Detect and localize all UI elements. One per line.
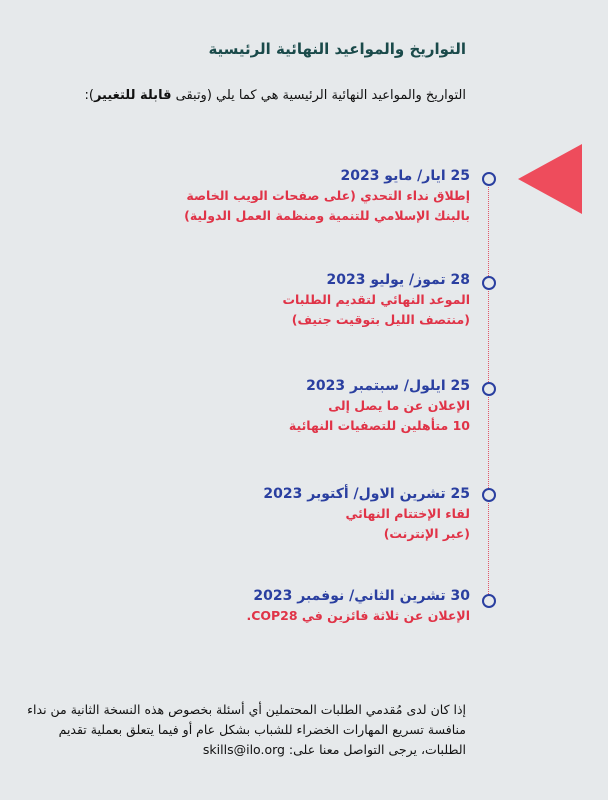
- intro-main: التواريخ والمواعيد النهائية الرئيسية هي كما يلي (وتبقى: [175, 88, 466, 103]
- event-desc-line: (منتصف الليل بتوقيت جنيف): [291, 312, 470, 327]
- event-desc-line: (عبر الإنترنت): [383, 526, 470, 541]
- event-desc-line: الموعد النهائي لتقديم الطلبات: [282, 292, 470, 307]
- timeline-dot-3: [482, 382, 496, 396]
- footer-line: الطلبات، يرجى التواصل معنا على: skills@ilo.org: [202, 742, 466, 757]
- event-date: 25 ايلول/ سبتمبر 2023: [306, 378, 470, 394]
- event-date: 28 تموز/ يوليو 2023: [326, 272, 470, 288]
- footer-line: منافسة تسريع المهارات الخضراء للشباب بشكل عام أو فيما يتعلق بعملية تقديم: [58, 722, 466, 737]
- triangle-decoration: [518, 144, 582, 214]
- contact-footer: [26, 700, 466, 760]
- intro-text: [84, 88, 466, 103]
- timeline-event-1: [184, 166, 470, 226]
- page-title: التواريخ والمواعيد النهائية الرئيسية: [208, 40, 466, 58]
- timeline-event-3: [289, 376, 470, 436]
- event-date: 30 تشرين الثاني/ نوفمبر 2023: [253, 588, 470, 604]
- timeline-event-5: [246, 586, 470, 626]
- event-desc-line: بالبنك الإسلامي للتنمية ومنظمة العمل الدولية): [184, 208, 470, 223]
- event-desc-line: الإعلان عن ثلاثة فائزين في COP28.: [246, 608, 470, 623]
- timeline-dot-1: [482, 172, 496, 186]
- event-desc-line: لقاء الإختتام النهائي: [345, 506, 470, 521]
- timeline-event-4: [263, 484, 470, 544]
- event-desc-line: الإعلان عن ما يصل إلى: [328, 398, 470, 413]
- timeline-dot-2: [482, 276, 496, 290]
- timeline-dot-4: [482, 488, 496, 502]
- intro-end: ):: [84, 88, 94, 103]
- event-date: 25 ايار/ مايو 2023: [340, 168, 470, 184]
- event-date: 25 تشرين الاول/ أكتوبر 2023: [263, 486, 470, 502]
- footer-line: إذا كان لدى مُقدمي الطلبات المحتملين أي أسئلة بخصوص هذه النسخة الثانية من نداء: [27, 702, 466, 717]
- timeline-event-2: [283, 270, 471, 330]
- intro-bold: قابلة للتغيير: [93, 88, 172, 103]
- event-desc-line: إطلاق نداء التحدي (على صفحات الويب الخاصة: [186, 188, 470, 203]
- timeline-dot-5: [482, 594, 496, 608]
- event-desc-line: 10 متأهلين للتصفيات النهائية: [288, 418, 470, 433]
